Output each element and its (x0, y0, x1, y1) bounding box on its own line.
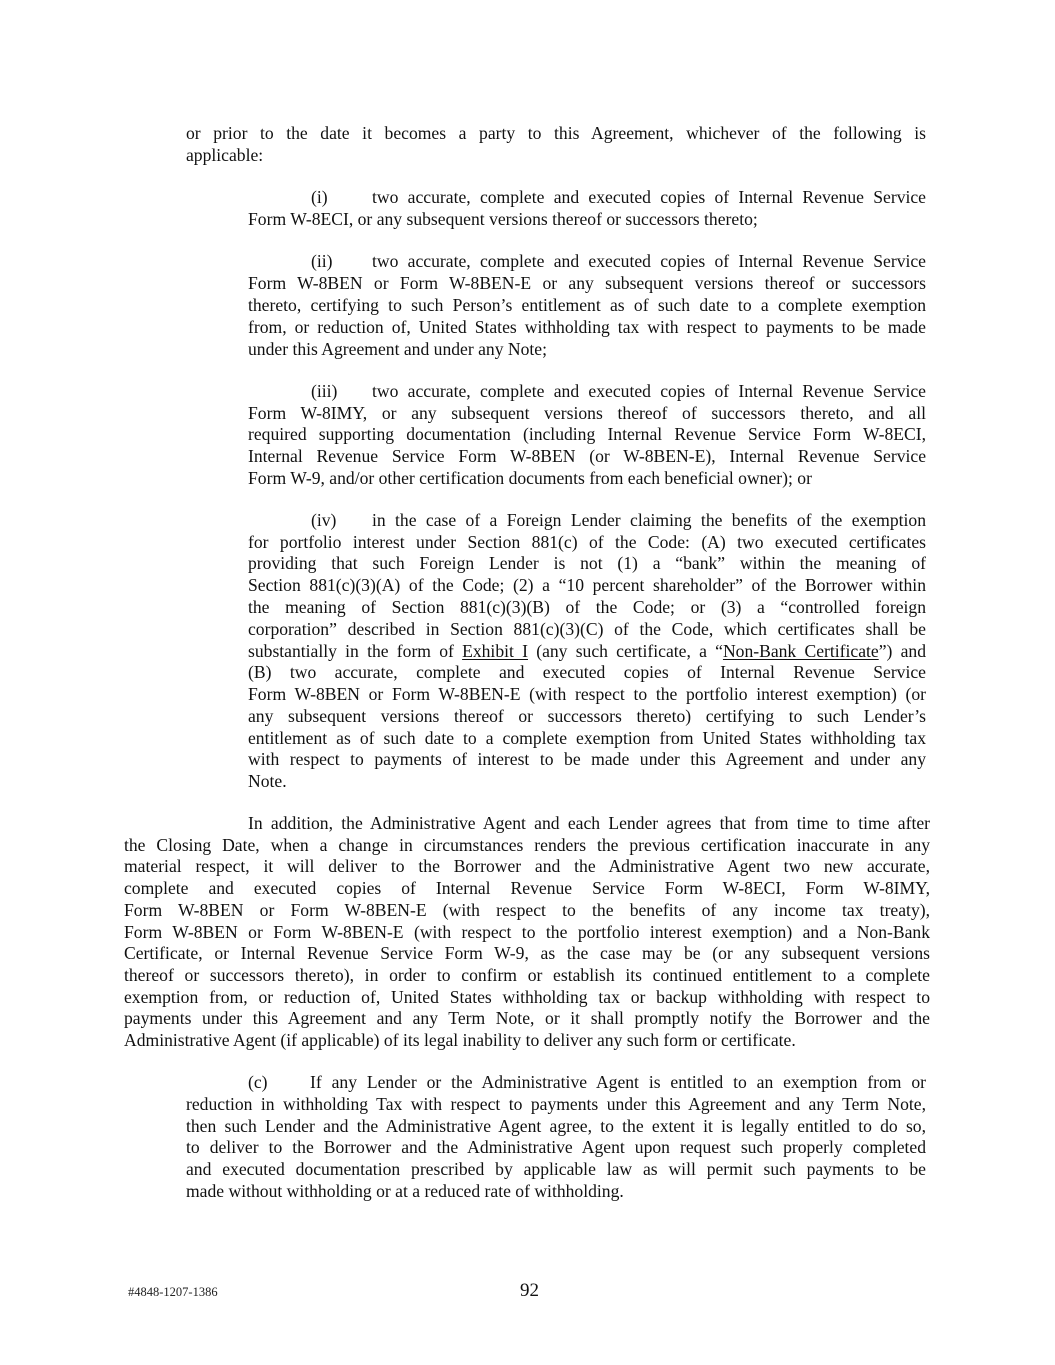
item-ii-first-line: two accurate, complete and executed copies of Internal Revenue Service (372, 251, 926, 271)
item-iii-line: Internal Revenue Service Form W-8BEN (or W-8BEN-E), Internal Revenue Service (248, 446, 926, 466)
section-c-marker: (c) (248, 1072, 268, 1092)
item-iv-line: entitlement as of such date to a complete exemption from United States withholding tax (248, 728, 926, 748)
item-i-line: Form W-8ECI, or any subsequent versions thereof or successors thereto; (248, 209, 758, 229)
item-ii-line: thereto, certifying to such Person’s entitlement as of such date to a complete exemption (248, 295, 926, 315)
section-c-line: and executed documentation prescribed by applicable law as will permit such payments to be (186, 1159, 926, 1179)
addition-line: material respect, it will deliver to the Borrower and the Administrative Agent two new accurate, (124, 856, 930, 876)
section-c-line: then such Lender and the Administrative Agent agree, to the extent it is legally entitled to do so, (186, 1116, 926, 1136)
section-c-first-line: If any Lender or the Administrative Agent is entitled to an exemption from or (310, 1072, 926, 1092)
addition-line: Certificate, or Internal Revenue Service Form W-9, as the case may be (or any subsequent versions (124, 943, 930, 963)
item-ii-line: under this Agreement and under any Note; (248, 339, 548, 359)
addition-line: payments under this Agreement and any Term Note, or it shall promptly notify the Borrower and the (124, 1008, 930, 1028)
item-iv-line: the meaning of Section 881(c)(3)(B) of the Code; or (3) a “controlled foreign (248, 597, 926, 617)
item-iii-line: Form W-8IMY, or any subsequent versions thereof of successors thereto, and all (248, 403, 926, 423)
addition-line: Form W-8BEN or Form W-8BEN-E (with respect to the portfolio interest exemption) and a Non-Bank (124, 922, 930, 942)
exhibit-mid-text: (any such certificate, a “ (527, 641, 723, 661)
item-iv-line: providing that such Foreign Lender is not (1) a “bank” within the meaning of (248, 553, 926, 573)
addition-line: exemption from, or reduction of, United States withholding tax or backup withholding with respect to (124, 987, 930, 1007)
item-ii-line: from, or reduction of, United States withholding tax with respect to payments to be made (248, 317, 926, 337)
addition-line: the Closing Date, when a change in circumstances renders the previous certification inaccurate in any (124, 835, 930, 855)
item-iv-line: (B) two accurate, complete and executed copies of Internal Revenue Service (248, 662, 926, 682)
intro-line: or prior to the date it becomes a party to this Agreement, whichever of the following is (186, 123, 926, 143)
non-bank-certificate-term[interactable]: Non-Bank Certificate (722, 641, 879, 661)
exhibit-pre-text: substantially in the form of (248, 641, 463, 661)
item-iv-line: for portfolio interest under Section 881(c) of the Code: (A) two executed certificates (248, 532, 926, 552)
item-iv-marker: (iv) (311, 510, 337, 530)
item-iv-line: any subsequent versions thereof or successors thereto) certifying to such Lender’s (248, 706, 926, 726)
item-iii-first-line: two accurate, complete and executed copies of Internal Revenue Service (372, 381, 926, 401)
item-i-first-line: two accurate, complete and executed copies of Internal Revenue Service (372, 187, 926, 207)
item-iii-line: Form W-9, and/or other certification documents from each beneficial owner); or (248, 468, 812, 488)
exhibit-i-reference[interactable]: Exhibit I (462, 641, 528, 661)
item-iv-line: Form W-8BEN or Form W-8BEN-E (with respect to the portfolio interest exemption) (or (248, 684, 926, 704)
addition-line: Form W-8BEN or Form W-8BEN-E (with respect to the benefits of any income tax treaty), (124, 900, 930, 920)
section-c-line: to deliver to the Borrower and the Administrative Agent upon request such properly completed (186, 1137, 926, 1157)
item-iii-marker: (iii) (311, 381, 338, 401)
addition-line: thereof or successors thereto), in order to confirm or establish its continued entitlement to a complete (124, 965, 930, 985)
item-i-marker: (i) (311, 187, 328, 207)
document-id: #4848-1207-1386 (128, 1285, 218, 1299)
item-iii-line: required supporting documentation (including Internal Revenue Service Form W-8ECI, (248, 424, 926, 444)
item-iv-line: Note. (248, 771, 287, 791)
section-c-line: reduction in withholding Tax with respect to payments under this Agreement and any Term Note, (186, 1094, 926, 1114)
addition-first-line: In addition, the Administrative Agent and each Lender agrees that from time to time after (248, 813, 930, 833)
exhibit-post-text: ”) and (878, 641, 926, 661)
addition-line: Administrative Agent (if applicable) of its legal inability to deliver any such form or certificate. (124, 1030, 796, 1050)
addition-line: complete and executed copies of Internal Revenue Service Form W-8ECI, Form W-8IMY, (124, 878, 930, 898)
item-iv-first-line: in the case of a Foreign Lender claiming the benefits of the exemption (372, 510, 926, 530)
item-iv-line: corporation” described in Section 881(c)(3)(C) of the Code, which certificates shall be (248, 619, 926, 639)
item-iv-line: with respect to payments of interest to be made under this Agreement and under any (248, 749, 926, 769)
intro-line: applicable: (186, 145, 264, 165)
page-number: 92 (520, 1280, 539, 1301)
section-c-line: made without withholding or at a reduced rate of withholding. (186, 1181, 624, 1201)
item-ii-marker: (ii) (311, 251, 333, 271)
item-iv-exhibit-line (248, 640, 926, 662)
item-iv-line: Section 881(c)(3)(A) of the Code; (2) a “10 percent shareholder” of the Borrower within (248, 575, 926, 595)
item-ii-line: Form W-8BEN or Form W-8BEN-E or any subsequent versions thereof or successors (248, 273, 926, 293)
